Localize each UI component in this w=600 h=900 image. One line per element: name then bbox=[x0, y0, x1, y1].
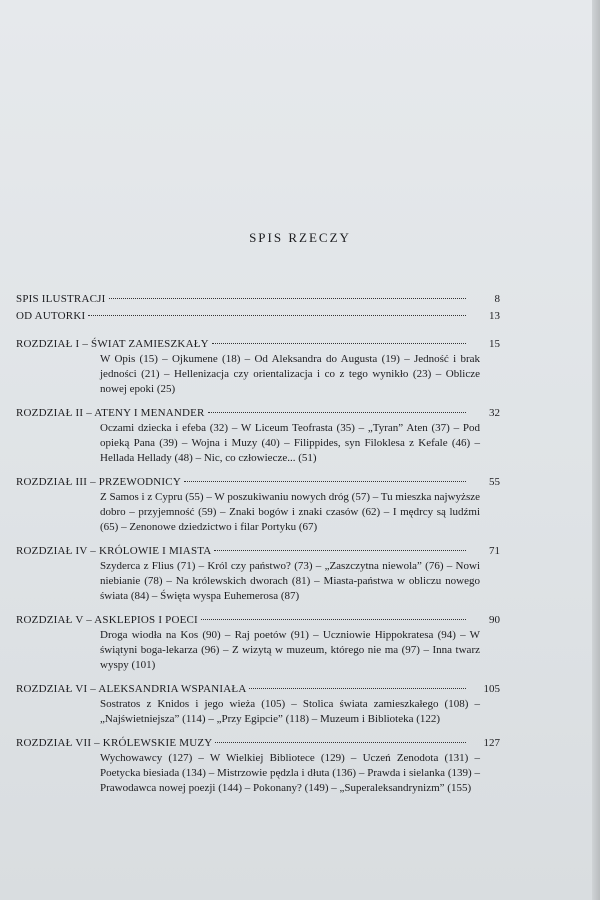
toc-page-number: 55 bbox=[489, 476, 500, 488]
page-edge bbox=[592, 0, 600, 900]
toc-entry bbox=[16, 475, 500, 535]
dot-leader bbox=[208, 412, 466, 413]
toc-subsections: W Opis (15) – Ojkumene (18) – Od Aleksandra do Augusta (19) – Jedność i brak jedności (21) – Hellenizacja czy orientalizacja i co z tego wynikło (23) – Oblicze nowej epoki (25) bbox=[100, 353, 480, 395]
dot-leader bbox=[88, 315, 466, 316]
toc-entry bbox=[16, 406, 500, 466]
toc-entry bbox=[16, 292, 500, 306]
dot-leader bbox=[212, 343, 466, 344]
toc-subsections: Sostratos z Knidos i jego wieża (105) – Stolica świata zamieszkałego (108) – „Najświetniejsza” (114) – „Przy Egipcie” (118) – Muzeum i Biblioteka (122) bbox=[100, 698, 480, 725]
toc-entry-line bbox=[16, 736, 500, 750]
toc-title: SPIS RZECZY bbox=[249, 230, 351, 245]
toc-entry-line bbox=[16, 682, 500, 696]
toc-heading: ROZDZIAŁ I – ŚWIAT ZAMIESZKAŁY bbox=[16, 338, 209, 350]
toc-page-number: 15 bbox=[489, 338, 500, 350]
toc-entry bbox=[16, 544, 500, 604]
toc-page-number: 90 bbox=[489, 614, 500, 626]
toc-entry bbox=[16, 682, 500, 727]
dot-leader bbox=[201, 619, 466, 620]
toc-heading: ROZDZIAŁ V – ASKLEPIOS I POECI bbox=[16, 614, 198, 626]
dot-leader bbox=[109, 298, 467, 299]
toc-entries bbox=[16, 292, 500, 805]
dot-leader bbox=[215, 742, 466, 743]
toc-page-number: 8 bbox=[494, 293, 500, 305]
toc-entry-line bbox=[16, 544, 500, 558]
toc-heading: ROZDZIAŁ VII – KRÓLEWSKIE MUZY bbox=[16, 737, 213, 749]
toc-entry bbox=[16, 337, 500, 397]
toc-page-number: 127 bbox=[483, 737, 500, 749]
toc-entry-line bbox=[16, 613, 500, 627]
toc-subsections: Droga wiodła na Kos (90) – Raj poetów (91) – Uczniowie Hippokratesa (94) – W świątyni boga-lekarza (96) – Z wizytą w muzeum, którego nie ma (97) – Inna twarz wyspy (101) bbox=[100, 629, 480, 671]
toc-heading: ROZDZIAŁ VI – ALEKSANDRIA WSPANIAŁA bbox=[16, 683, 247, 695]
toc-subsections: Szyderca z Flius (71) – Król czy państwo? (73) – „Zaszczytna niewola” (76) – Nowi niebianie (78) – Na królewskich dworach (81) – Miasta-państwa w obliczu nowego świata (84) – Święta wyspa Euhemerosa (87) bbox=[100, 560, 480, 602]
dot-leader bbox=[184, 481, 466, 482]
toc-entry-line bbox=[16, 406, 500, 420]
toc-subsections: Wychowawcy (127) – W Wielkiej Bibliotece (129) – Uczeń Zenodota (131) – Poetycka biesiada (134) – Mistrzowie pędzla i dłuta (136) – Prawda i sielanka (139) – Prawodawca nowej poezji (144) – Pokonany? (149) – „Superaleksandrynizm” (155) bbox=[100, 752, 480, 794]
toc-entry-line bbox=[16, 309, 500, 323]
toc-heading: ROZDZIAŁ III – PRZEWODNICY bbox=[16, 476, 181, 488]
toc-heading: OD AUTORKI bbox=[16, 310, 86, 322]
toc-entry-line bbox=[16, 292, 500, 306]
toc-entry bbox=[16, 309, 500, 323]
toc-page-number: 71 bbox=[489, 545, 500, 557]
toc-page-number: 32 bbox=[489, 407, 500, 419]
toc-subsections: Oczami dziecka i efeba (32) – W Liceum Teofrasta (35) – „Tyran” Aten (37) – Pod opieką Pana (39) – Wojna i Muzy (40) – Filippides, syn Filoklesa z Kefale (46) – Hellada Hellady (48) – Nic, co człowiecze... (51) bbox=[100, 422, 480, 464]
toc-entry-line bbox=[16, 337, 500, 351]
dot-leader bbox=[249, 688, 466, 689]
toc-heading: SPIS ILUSTRACJI bbox=[16, 293, 106, 305]
dot-leader bbox=[214, 550, 466, 551]
toc-entry bbox=[16, 613, 500, 673]
toc-page-number: 105 bbox=[483, 683, 500, 695]
toc-entry bbox=[16, 736, 500, 796]
toc-heading: ROZDZIAŁ II – ATENY I MENANDER bbox=[16, 407, 205, 419]
toc-heading: ROZDZIAŁ IV – KRÓLOWIE I MIASTA bbox=[16, 545, 212, 557]
toc-page-number: 13 bbox=[489, 310, 500, 322]
toc-subsections: Z Samos i z Cypru (55) – W poszukiwaniu nowych dróg (57) – Tu mieszka najwyższe dobro – przyjemność (59) – Znaki bogów i znaki czasów (62) – I mędrcy są ludźmi (65) – Zenonowe dziedzictwo i filar Portyku (67) bbox=[100, 491, 480, 533]
toc-entry-line bbox=[16, 475, 500, 489]
